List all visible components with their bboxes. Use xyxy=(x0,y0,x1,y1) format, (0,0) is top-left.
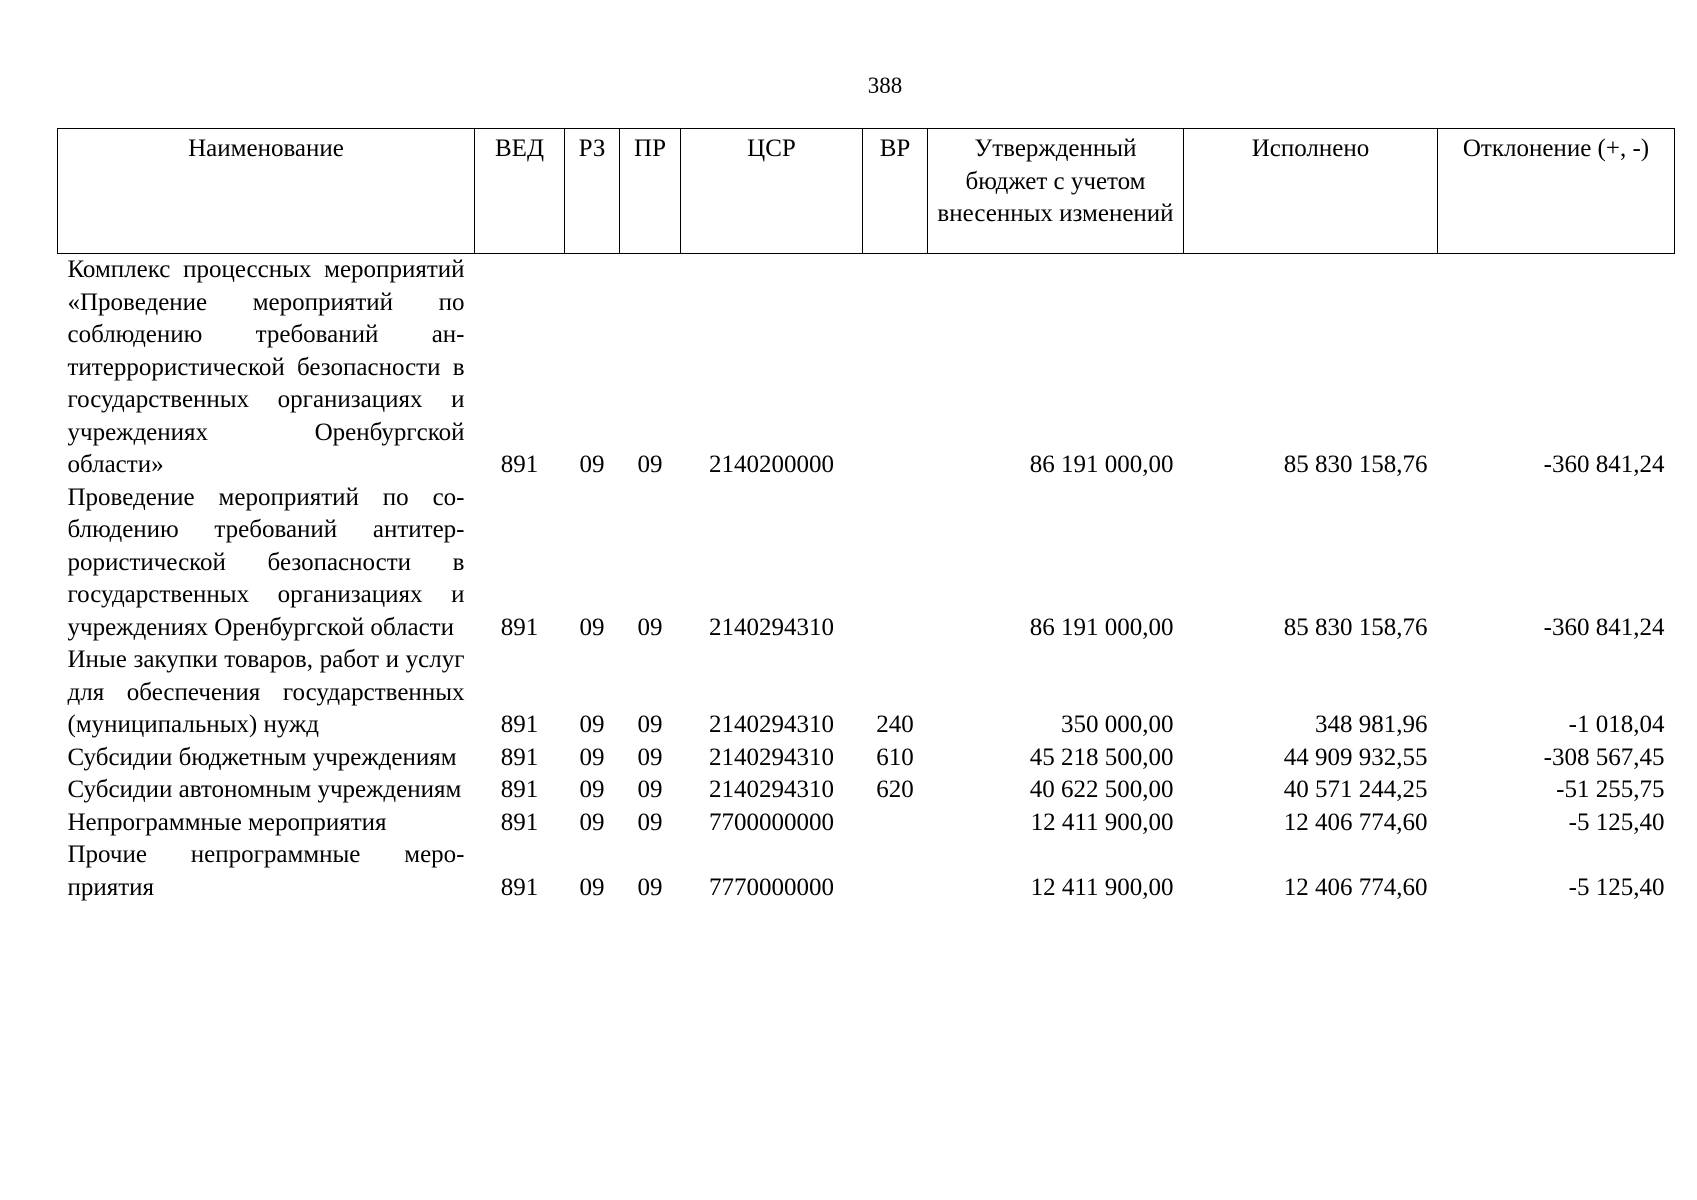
row-csr: 2140200000 xyxy=(709,451,834,478)
row-ved: 891 xyxy=(500,873,539,901)
row-deviation: -360 841,24 xyxy=(1543,451,1665,478)
row-approved: 86 191 000,00 xyxy=(1029,613,1174,641)
header-vr: ВР xyxy=(863,129,928,254)
row-pr: 09 xyxy=(637,711,663,738)
row-ved: 891 xyxy=(500,743,539,771)
row-approved: 45 218 500,00 xyxy=(1029,743,1174,771)
row-approved: 12 411 900,00 xyxy=(1030,873,1174,901)
table-row xyxy=(58,482,1675,645)
row-deviation: -5 125,40 xyxy=(1568,808,1665,836)
page-number: 388 xyxy=(867,73,903,98)
table-row xyxy=(58,742,1675,775)
row-csr: 2140294310 xyxy=(709,613,834,641)
row-name: Проведение мероприятий по соблюдению требований антитеррористической безопасности в государственных организациях и учреждениях Оренбургской области xyxy=(67,483,465,641)
row-approved: 86 191 000,00 xyxy=(1029,451,1174,478)
row-ved: 891 xyxy=(500,711,539,738)
row-name: Непрограммные мероприятия xyxy=(67,808,387,836)
row-executed: 12 406 774,60 xyxy=(1283,873,1428,901)
row-pr: 09 xyxy=(637,776,663,803)
row-ved: 891 xyxy=(500,613,539,641)
row-vr xyxy=(863,839,928,904)
table-header xyxy=(58,129,1675,254)
row-csr: 7700000000 xyxy=(709,808,834,836)
row-name: Комплекс процессных мероприятий «Проведение мероприятий по соблюдению требований антитеррористической безопасности в государственных организациях и учреждениях Оренбургской области» xyxy=(67,256,465,478)
budget-execution-table xyxy=(57,128,1675,904)
row-deviation: -5 125,40 xyxy=(1568,873,1665,901)
row-csr: 7770000000 xyxy=(709,873,834,901)
row-name: Субсидии бюджетным учреждениям xyxy=(67,743,457,771)
row-pr: 09 xyxy=(637,451,663,478)
row-approved: 350 000,00 xyxy=(1061,711,1174,738)
table-row xyxy=(58,254,1675,482)
row-deviation: -360 841,24 xyxy=(1543,613,1665,641)
row-vr: 620 xyxy=(876,776,914,803)
row-pr: 09 xyxy=(637,743,663,771)
row-executed: 85 830 158,76 xyxy=(1283,451,1428,478)
row-executed: 12 406 774,60 xyxy=(1283,808,1428,836)
row-vr: 610 xyxy=(876,743,914,771)
row-rz: 09 xyxy=(579,613,605,641)
row-pr: 09 xyxy=(637,873,663,901)
header-ved: ВЕД xyxy=(475,129,565,254)
table-row xyxy=(58,807,1675,840)
row-deviation: -308 567,45 xyxy=(1543,743,1665,771)
table-row xyxy=(58,644,1675,742)
row-name: Прочие непрограммные мероприятия xyxy=(67,841,465,901)
row-csr: 2140294310 xyxy=(709,711,834,738)
row-name: Субсидии автономным учреждениям xyxy=(67,776,462,803)
row-deviation: -1 018,04 xyxy=(1568,711,1665,738)
header-name: Наименование xyxy=(58,129,475,254)
row-rz: 09 xyxy=(579,743,605,771)
header-rz: РЗ xyxy=(565,129,620,254)
row-executed: 40 571 244,25 xyxy=(1283,776,1428,803)
row-approved: 12 411 900,00 xyxy=(1030,808,1174,836)
row-name: Иные закупки товаров, работ и услуг для обеспечения государственных (муниципальных) нужд xyxy=(67,646,465,738)
row-rz: 09 xyxy=(579,776,605,803)
header-executed: Исполнено xyxy=(1184,129,1438,254)
row-csr: 2140294310 xyxy=(709,776,834,803)
row-deviation: -51 255,75 xyxy=(1556,776,1665,803)
row-pr: 09 xyxy=(637,808,663,836)
header-pr: ПР xyxy=(620,129,681,254)
row-rz: 09 xyxy=(579,808,605,836)
row-vr xyxy=(863,482,928,645)
row-rz: 09 xyxy=(579,451,605,478)
row-csr: 2140294310 xyxy=(709,743,834,771)
row-executed: 85 830 158,76 xyxy=(1283,613,1428,641)
row-ved: 891 xyxy=(500,776,539,803)
table-body xyxy=(58,254,1675,905)
table-row xyxy=(58,839,1675,904)
row-rz: 09 xyxy=(579,873,605,901)
row-executed: 44 909 932,55 xyxy=(1283,743,1428,771)
row-vr: 240 xyxy=(876,711,914,738)
row-ved: 891 xyxy=(500,808,539,836)
row-ved: 891 xyxy=(500,451,539,478)
row-rz: 09 xyxy=(579,711,605,738)
row-approved: 40 622 500,00 xyxy=(1029,776,1174,803)
row-vr xyxy=(863,254,928,482)
row-pr: 09 xyxy=(637,613,663,641)
table-row xyxy=(58,774,1675,807)
header-approved-budget: Утвержденный бюджет с учетом внесенных изменений xyxy=(928,129,1184,254)
row-vr xyxy=(863,807,928,840)
row-executed: 348 981,96 xyxy=(1315,711,1428,738)
header-deviation: Отклонение (+, -) xyxy=(1438,129,1675,254)
header-csr: ЦСР xyxy=(681,129,863,254)
